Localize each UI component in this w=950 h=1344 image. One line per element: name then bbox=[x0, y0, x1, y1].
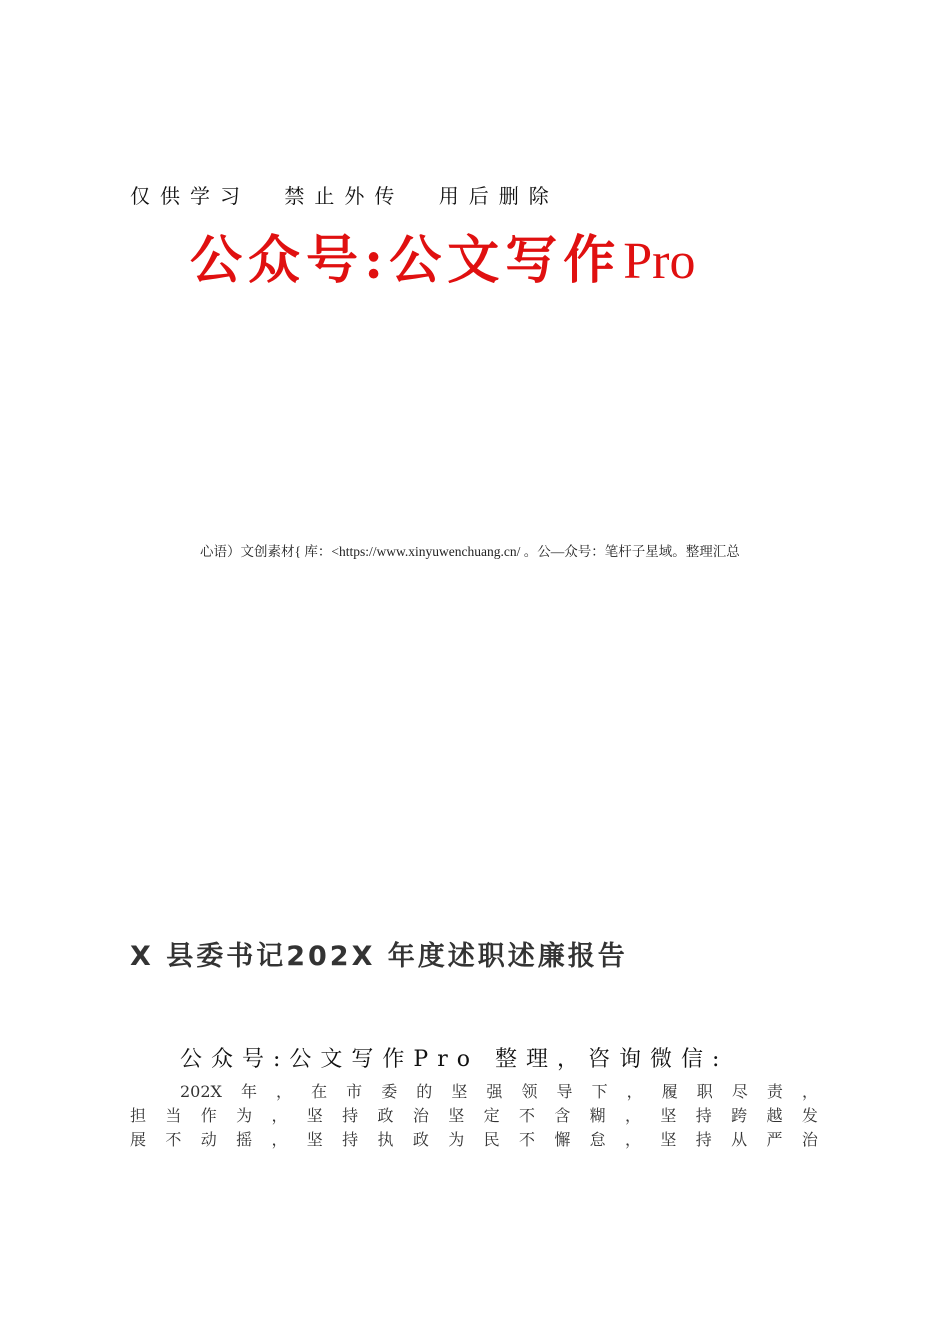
usage-notice bbox=[130, 180, 577, 209]
brand-pro-text: Pro bbox=[623, 233, 696, 290]
body-token: 202X bbox=[180, 1082, 222, 1101]
source-line: 心语）文创素材{ 库：<https://www.xinyuwenchuang.cn/ 。公—众号：笔杆子星域。整理汇总 bbox=[200, 544, 740, 559]
body-line bbox=[130, 1080, 818, 1104]
body-token: 展 bbox=[130, 1130, 147, 1149]
body-token: 尽 bbox=[731, 1082, 748, 1101]
body-token: 导 bbox=[556, 1082, 573, 1101]
body-token: 职 bbox=[696, 1082, 713, 1101]
body-token: 坚 bbox=[660, 1130, 677, 1149]
body-token: 懈 bbox=[554, 1130, 571, 1149]
body-token: 怠 bbox=[589, 1130, 606, 1149]
body-line-text bbox=[130, 1104, 818, 1128]
body-token: 定 bbox=[483, 1106, 500, 1125]
body-token: 不 bbox=[518, 1130, 535, 1149]
body-token: 坚 bbox=[306, 1106, 323, 1125]
body-token: ， bbox=[801, 1082, 818, 1101]
body-token: 的 bbox=[416, 1082, 433, 1101]
body-token: 委 bbox=[381, 1082, 398, 1101]
body-token: ， bbox=[271, 1106, 288, 1125]
notice-study-only: 仅供学习 bbox=[130, 184, 250, 208]
body-token: 领 bbox=[521, 1082, 538, 1101]
body-token: 治 bbox=[412, 1106, 429, 1125]
body-token: 下 bbox=[591, 1082, 608, 1101]
brand-cn-text: 公众号:公文写作 bbox=[190, 230, 622, 291]
body-token: 政 bbox=[377, 1106, 394, 1125]
body-token: 强 bbox=[486, 1082, 503, 1101]
body-token: 持 bbox=[342, 1130, 359, 1149]
notice-delete-after-use: 用后删除 bbox=[438, 184, 559, 208]
body-token: 在 bbox=[311, 1082, 328, 1101]
body-token: ， bbox=[626, 1082, 643, 1101]
body-token: 坚 bbox=[306, 1130, 323, 1149]
body-token: 年 bbox=[240, 1082, 257, 1101]
body-token: ， bbox=[271, 1130, 288, 1149]
body-token: ， bbox=[276, 1082, 293, 1101]
body-token: 持 bbox=[695, 1106, 712, 1125]
body-token: 政 bbox=[412, 1130, 429, 1149]
brand-banner bbox=[190, 226, 695, 297]
body-token: 跨 bbox=[731, 1106, 748, 1125]
body-token: ， bbox=[625, 1130, 642, 1149]
body-token: 动 bbox=[200, 1130, 217, 1149]
body-token: 履 bbox=[661, 1082, 678, 1101]
body-line-text bbox=[130, 1128, 818, 1152]
body-token: 发 bbox=[801, 1106, 818, 1125]
body-token: 坚 bbox=[451, 1082, 468, 1101]
body-token: 当 bbox=[165, 1106, 182, 1125]
body-token: 坚 bbox=[660, 1106, 677, 1125]
body-token: 市 bbox=[346, 1082, 363, 1101]
body-token: ， bbox=[625, 1106, 642, 1125]
body-token: 治 bbox=[801, 1130, 818, 1149]
body-token: 持 bbox=[342, 1106, 359, 1125]
body-token: 担 bbox=[130, 1106, 147, 1125]
body-token: 严 bbox=[766, 1130, 783, 1149]
body-token: 坚 bbox=[448, 1106, 465, 1125]
document-subline: 公众号:公文写作Pro 整理，咨询微信: bbox=[180, 1047, 729, 1072]
body-token: 为 bbox=[236, 1106, 253, 1125]
body-token: 作 bbox=[200, 1106, 217, 1125]
body-line bbox=[130, 1128, 818, 1152]
body-token: 摇 bbox=[236, 1130, 253, 1149]
body-token: 持 bbox=[695, 1130, 712, 1149]
body-token: 从 bbox=[731, 1130, 748, 1149]
body-token: 含 bbox=[554, 1106, 571, 1125]
body-token: 执 bbox=[377, 1130, 394, 1149]
body-token: 民 bbox=[483, 1130, 500, 1149]
document-title: X 县委书记202X 年度述职述廉报告 bbox=[130, 941, 628, 972]
body-line bbox=[130, 1104, 818, 1128]
body-token: 糊 bbox=[589, 1106, 606, 1125]
document-body bbox=[130, 1080, 818, 1152]
body-token: 不 bbox=[518, 1106, 535, 1125]
body-token: 责 bbox=[766, 1082, 783, 1101]
body-token: 越 bbox=[766, 1106, 783, 1125]
body-line-text bbox=[180, 1080, 818, 1104]
body-token: 不 bbox=[165, 1130, 182, 1149]
notice-no-distribution: 禁止外传 bbox=[284, 184, 405, 208]
body-token: 为 bbox=[448, 1130, 465, 1149]
